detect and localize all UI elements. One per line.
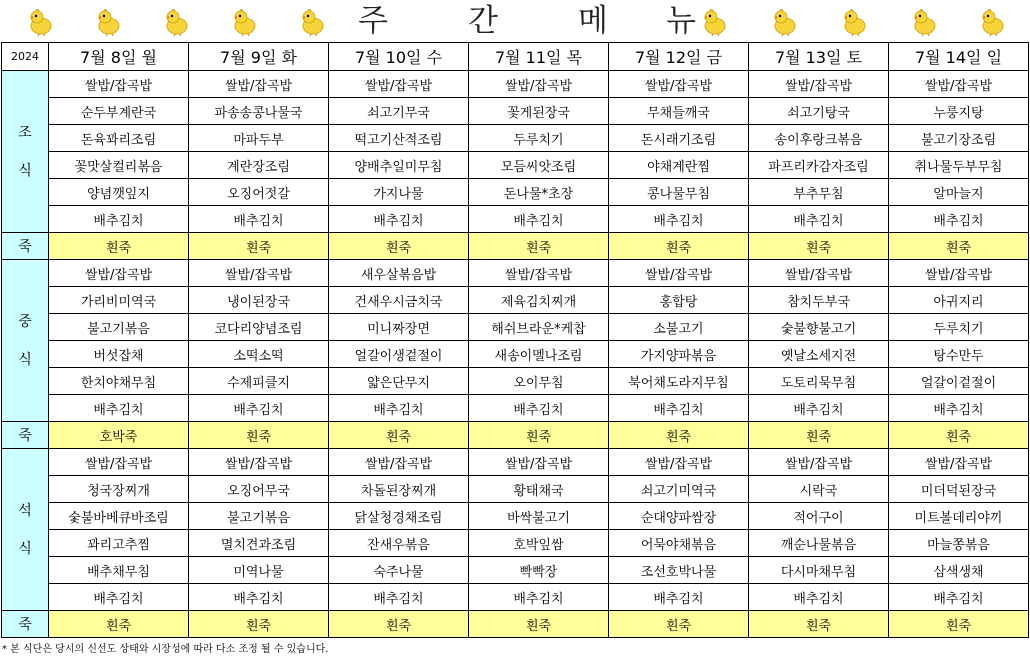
porridge-item: 흰죽 <box>889 611 1029 638</box>
porridge-label: 죽 <box>2 422 49 449</box>
porridge-item: 흰죽 <box>889 422 1029 449</box>
menu-item: 배추김치 <box>49 206 189 233</box>
menu-item: 배추김치 <box>889 206 1029 233</box>
menu-item: 미니짜장면 <box>329 314 469 341</box>
menu-item: 북어채도라지무침 <box>609 368 749 395</box>
menu-item: 쇠고기미역국 <box>609 476 749 503</box>
day-header: 7월 9일 화 <box>189 43 329 71</box>
menu-item: 송이후랑크볶음 <box>749 125 889 152</box>
menu-item: 소불고기 <box>609 314 749 341</box>
menu-item: 불고기볶음 <box>189 503 329 530</box>
menu-item: 무채들깨국 <box>609 98 749 125</box>
menu-item: 냉이된장국 <box>189 287 329 314</box>
menu-item: 배추김치 <box>469 584 609 611</box>
title-char-3: 메 <box>578 3 608 39</box>
menu-row <box>2 71 1029 98</box>
porridge-item: 흰죽 <box>469 233 609 260</box>
menu-item: 참치두부국 <box>749 287 889 314</box>
menu-item: 미더덕된장국 <box>889 476 1029 503</box>
chick-icon <box>93 6 123 36</box>
menu-item: 콩나물무침 <box>609 179 749 206</box>
menu-item: 꽃맛살컬리볶음 <box>49 152 189 179</box>
menu-item: 쌀밥/잡곡밥 <box>749 260 889 287</box>
meal-label-bottom: 식 <box>18 162 32 179</box>
menu-row <box>2 125 1029 152</box>
porridge-item: 호박죽 <box>49 422 189 449</box>
menu-item: 깨순나물볶음 <box>749 530 889 557</box>
menu-item: 순대양파쌈장 <box>609 503 749 530</box>
menu-row <box>2 260 1029 287</box>
chick-icon <box>161 6 191 36</box>
porridge-label: 죽 <box>2 611 49 638</box>
menu-item: 배추김치 <box>469 395 609 422</box>
menu-item: 적어구이 <box>749 503 889 530</box>
menu-item: 배추김치 <box>749 206 889 233</box>
menu-row <box>2 206 1029 233</box>
porridge-item: 흰죽 <box>749 422 889 449</box>
menu-item: 배추김치 <box>609 584 749 611</box>
menu-item: 배추김치 <box>609 206 749 233</box>
menu-item: 오이무침 <box>469 368 609 395</box>
menu-item: 알마늘지 <box>889 179 1029 206</box>
menu-item: 조선호박나물 <box>609 557 749 584</box>
day-header: 7월 8일 월 <box>49 43 189 71</box>
porridge-item: 흰죽 <box>749 611 889 638</box>
menu-row <box>2 476 1029 503</box>
menu-item: 쌀밥/잡곡밥 <box>889 260 1029 287</box>
menu-item: 계란장조림 <box>189 152 329 179</box>
menu-item: 배추김치 <box>749 584 889 611</box>
menu-item: 얇은단무지 <box>329 368 469 395</box>
year-cell: 2024 <box>2 43 49 71</box>
porridge-item: 흰죽 <box>329 611 469 638</box>
porridge-item: 흰죽 <box>189 611 329 638</box>
menu-item: 야채계란찜 <box>609 152 749 179</box>
menu-item: 쌀밥/잡곡밥 <box>329 71 469 98</box>
meal-label-top: 조 <box>18 124 32 141</box>
menu-item: 배추김치 <box>49 395 189 422</box>
menu-item: 오징어젓갈 <box>189 179 329 206</box>
menu-item: 누룽지탕 <box>889 98 1029 125</box>
porridge-item: 흰죽 <box>189 233 329 260</box>
chick-icon <box>839 6 869 36</box>
porridge-row <box>2 233 1029 260</box>
porridge-item: 흰죽 <box>469 611 609 638</box>
title-char-2: 간 <box>468 3 498 39</box>
menu-item: 옛날소세지전 <box>749 341 889 368</box>
menu-item: 숯불바베큐바조림 <box>49 503 189 530</box>
menu-item: 쇠고기무국 <box>329 98 469 125</box>
menu-item: 홍합탕 <box>609 287 749 314</box>
title-banner <box>0 0 1030 42</box>
menu-item: 취나물두부무침 <box>889 152 1029 179</box>
menu-item: 차돌된장찌개 <box>329 476 469 503</box>
menu-item: 파송송콩나물국 <box>189 98 329 125</box>
menu-item: 모듬씨앗조림 <box>469 152 609 179</box>
menu-row <box>2 395 1029 422</box>
menu-row <box>2 341 1029 368</box>
porridge-item: 흰죽 <box>469 422 609 449</box>
menu-item: 코다리양념조림 <box>189 314 329 341</box>
menu-item: 쌀밥/잡곡밥 <box>609 260 749 287</box>
menu-item: 두루치기 <box>889 314 1029 341</box>
menu-item: 배추김치 <box>189 584 329 611</box>
chick-icon <box>699 6 729 36</box>
menu-item: 배추김치 <box>329 206 469 233</box>
day-header: 7월 14일 일 <box>889 43 1029 71</box>
menu-item: 배추김치 <box>189 395 329 422</box>
footnote: * 본 식단은 당시의 신선도 상태와 시장성에 따라 다소 조정 될 수 있습니다. <box>2 644 329 655</box>
menu-row <box>2 179 1029 206</box>
chick-icon <box>25 6 55 36</box>
meal-label <box>2 260 49 422</box>
menu-item: 가지양파볶음 <box>609 341 749 368</box>
menu-row <box>2 449 1029 476</box>
menu-item: 부추무침 <box>749 179 889 206</box>
menu-item: 순두부계란국 <box>49 98 189 125</box>
chick-icon <box>909 6 939 36</box>
porridge-item: 흰죽 <box>329 422 469 449</box>
menu-item: 숙주나물 <box>329 557 469 584</box>
menu-item: 마파두부 <box>189 125 329 152</box>
menu-item: 배추채무침 <box>49 557 189 584</box>
menu-item: 두루치기 <box>469 125 609 152</box>
menu-item: 미트볼데리야끼 <box>889 503 1029 530</box>
porridge-item: 흰죽 <box>189 422 329 449</box>
porridge-row <box>2 611 1029 638</box>
menu-item: 배추김치 <box>49 584 189 611</box>
chick-icon <box>297 6 327 36</box>
meal-label <box>2 449 49 611</box>
menu-item: 배추김치 <box>749 395 889 422</box>
porridge-item: 흰죽 <box>49 611 189 638</box>
porridge-item: 흰죽 <box>609 422 749 449</box>
menu-row <box>2 503 1029 530</box>
menu-item: 쌀밥/잡곡밥 <box>469 260 609 287</box>
title-char-1: 주 <box>358 3 388 39</box>
menu-item: 돈시래기조림 <box>609 125 749 152</box>
menu-item: 쌀밥/잡곡밥 <box>889 71 1029 98</box>
meal-label-bottom: 식 <box>18 540 32 557</box>
porridge-label: 죽 <box>2 233 49 260</box>
menu-item: 미역나물 <box>189 557 329 584</box>
day-header: 7월 12일 금 <box>609 43 749 71</box>
day-header: 7월 11일 목 <box>469 43 609 71</box>
menu-item: 닭살청경채조림 <box>329 503 469 530</box>
menu-item: 배추김치 <box>189 206 329 233</box>
menu-item: 쌀밥/잡곡밥 <box>749 71 889 98</box>
meal-label-top: 중 <box>18 313 32 330</box>
porridge-item: 흰죽 <box>49 233 189 260</box>
menu-item: 쌀밥/잡곡밥 <box>609 449 749 476</box>
menu-item: 파프리카감자조림 <box>749 152 889 179</box>
menu-item: 쌀밥/잡곡밥 <box>609 71 749 98</box>
menu-item: 새송이멜나조림 <box>469 341 609 368</box>
menu-item: 배추김치 <box>329 584 469 611</box>
menu-item: 잔새우볶음 <box>329 530 469 557</box>
menu-item: 삼색생채 <box>889 557 1029 584</box>
menu-item: 돈나물*초장 <box>469 179 609 206</box>
meal-label-top: 석 <box>18 502 32 519</box>
day-header: 7월 10일 수 <box>329 43 469 71</box>
menu-item: 가리비미역국 <box>49 287 189 314</box>
menu-item: 불고기볶음 <box>49 314 189 341</box>
menu-row <box>2 557 1029 584</box>
menu-item: 소떡소떡 <box>189 341 329 368</box>
menu-item: 청국장찌개 <box>49 476 189 503</box>
menu-item: 호박잎쌈 <box>469 530 609 557</box>
menu-row <box>2 368 1029 395</box>
menu-body <box>2 71 1029 638</box>
menu-row <box>2 530 1029 557</box>
menu-item: 빡빡장 <box>469 557 609 584</box>
porridge-row <box>2 422 1029 449</box>
menu-item: 한치야채무침 <box>49 368 189 395</box>
menu-row <box>2 584 1029 611</box>
chick-icon <box>769 6 799 36</box>
menu-item: 쇠고기탕국 <box>749 98 889 125</box>
porridge-item: 흰죽 <box>609 611 749 638</box>
menu-item: 쌀밥/잡곡밥 <box>469 71 609 98</box>
menu-item: 쌀밥/잡곡밥 <box>889 449 1029 476</box>
menu-item: 돈육꽈리조림 <box>49 125 189 152</box>
menu-item: 쌀밥/잡곡밥 <box>469 449 609 476</box>
menu-item: 불고기장조림 <box>889 125 1029 152</box>
porridge-item: 흰죽 <box>749 233 889 260</box>
menu-item: 양념깻잎지 <box>49 179 189 206</box>
menu-item: 시락국 <box>749 476 889 503</box>
menu-item: 버섯잡채 <box>49 341 189 368</box>
menu-item: 쌀밥/잡곡밥 <box>49 449 189 476</box>
menu-item: 쌀밥/잡곡밥 <box>189 260 329 287</box>
menu-row <box>2 98 1029 125</box>
menu-item: 새우살볶음밥 <box>329 260 469 287</box>
menu-item: 쌀밥/잡곡밥 <box>49 71 189 98</box>
menu-item: 배추김치 <box>469 206 609 233</box>
porridge-item: 흰죽 <box>609 233 749 260</box>
menu-item: 떡고기산적조림 <box>329 125 469 152</box>
chick-icon <box>977 6 1007 36</box>
menu-row <box>2 314 1029 341</box>
header-row <box>2 43 1029 71</box>
menu-item: 황태채국 <box>469 476 609 503</box>
menu-item: 바싹불고기 <box>469 503 609 530</box>
menu-item: 배추김치 <box>889 395 1029 422</box>
menu-item: 배추김치 <box>609 395 749 422</box>
menu-item: 제육김치찌개 <box>469 287 609 314</box>
menu-item: 가지나물 <box>329 179 469 206</box>
menu-item: 탕수만두 <box>889 341 1029 368</box>
menu-item: 배추김치 <box>329 395 469 422</box>
menu-item: 숯불향불고기 <box>749 314 889 341</box>
weekly-menu-table <box>1 42 1029 638</box>
menu-item: 배추김치 <box>889 584 1029 611</box>
porridge-item: 흰죽 <box>329 233 469 260</box>
title-char-4: 뉴 <box>666 3 696 39</box>
menu-item: 다시마채무침 <box>749 557 889 584</box>
menu-item: 쌀밥/잡곡밥 <box>49 260 189 287</box>
menu-item: 어묵야채볶음 <box>609 530 749 557</box>
day-header: 7월 13일 토 <box>749 43 889 71</box>
menu-item: 마늘쫑볶음 <box>889 530 1029 557</box>
menu-item: 꽈리고추찜 <box>49 530 189 557</box>
menu-item: 쌀밥/잡곡밥 <box>329 449 469 476</box>
menu-item: 쌀밥/잡곡밥 <box>749 449 889 476</box>
menu-item: 해쉬브라운*케찹 <box>469 314 609 341</box>
menu-item: 수제피클지 <box>189 368 329 395</box>
menu-row <box>2 152 1029 179</box>
meal-label-bottom: 식 <box>18 351 32 368</box>
menu-item: 얼갈이생겉절이 <box>329 341 469 368</box>
menu-row <box>2 287 1029 314</box>
menu-item: 오징어무국 <box>189 476 329 503</box>
menu-item: 멸치견과조림 <box>189 530 329 557</box>
menu-item: 아귀지리 <box>889 287 1029 314</box>
meal-label <box>2 71 49 233</box>
menu-item: 도토리묵무침 <box>749 368 889 395</box>
porridge-item: 흰죽 <box>889 233 1029 260</box>
menu-item: 꽃게된장국 <box>469 98 609 125</box>
chick-icon <box>229 6 259 36</box>
menu-item: 쌀밥/잡곡밥 <box>189 71 329 98</box>
menu-item: 얼갈이겉절이 <box>889 368 1029 395</box>
menu-item: 쌀밥/잡곡밥 <box>189 449 329 476</box>
menu-item: 건새우시금치국 <box>329 287 469 314</box>
menu-item: 양배추일미무침 <box>329 152 469 179</box>
